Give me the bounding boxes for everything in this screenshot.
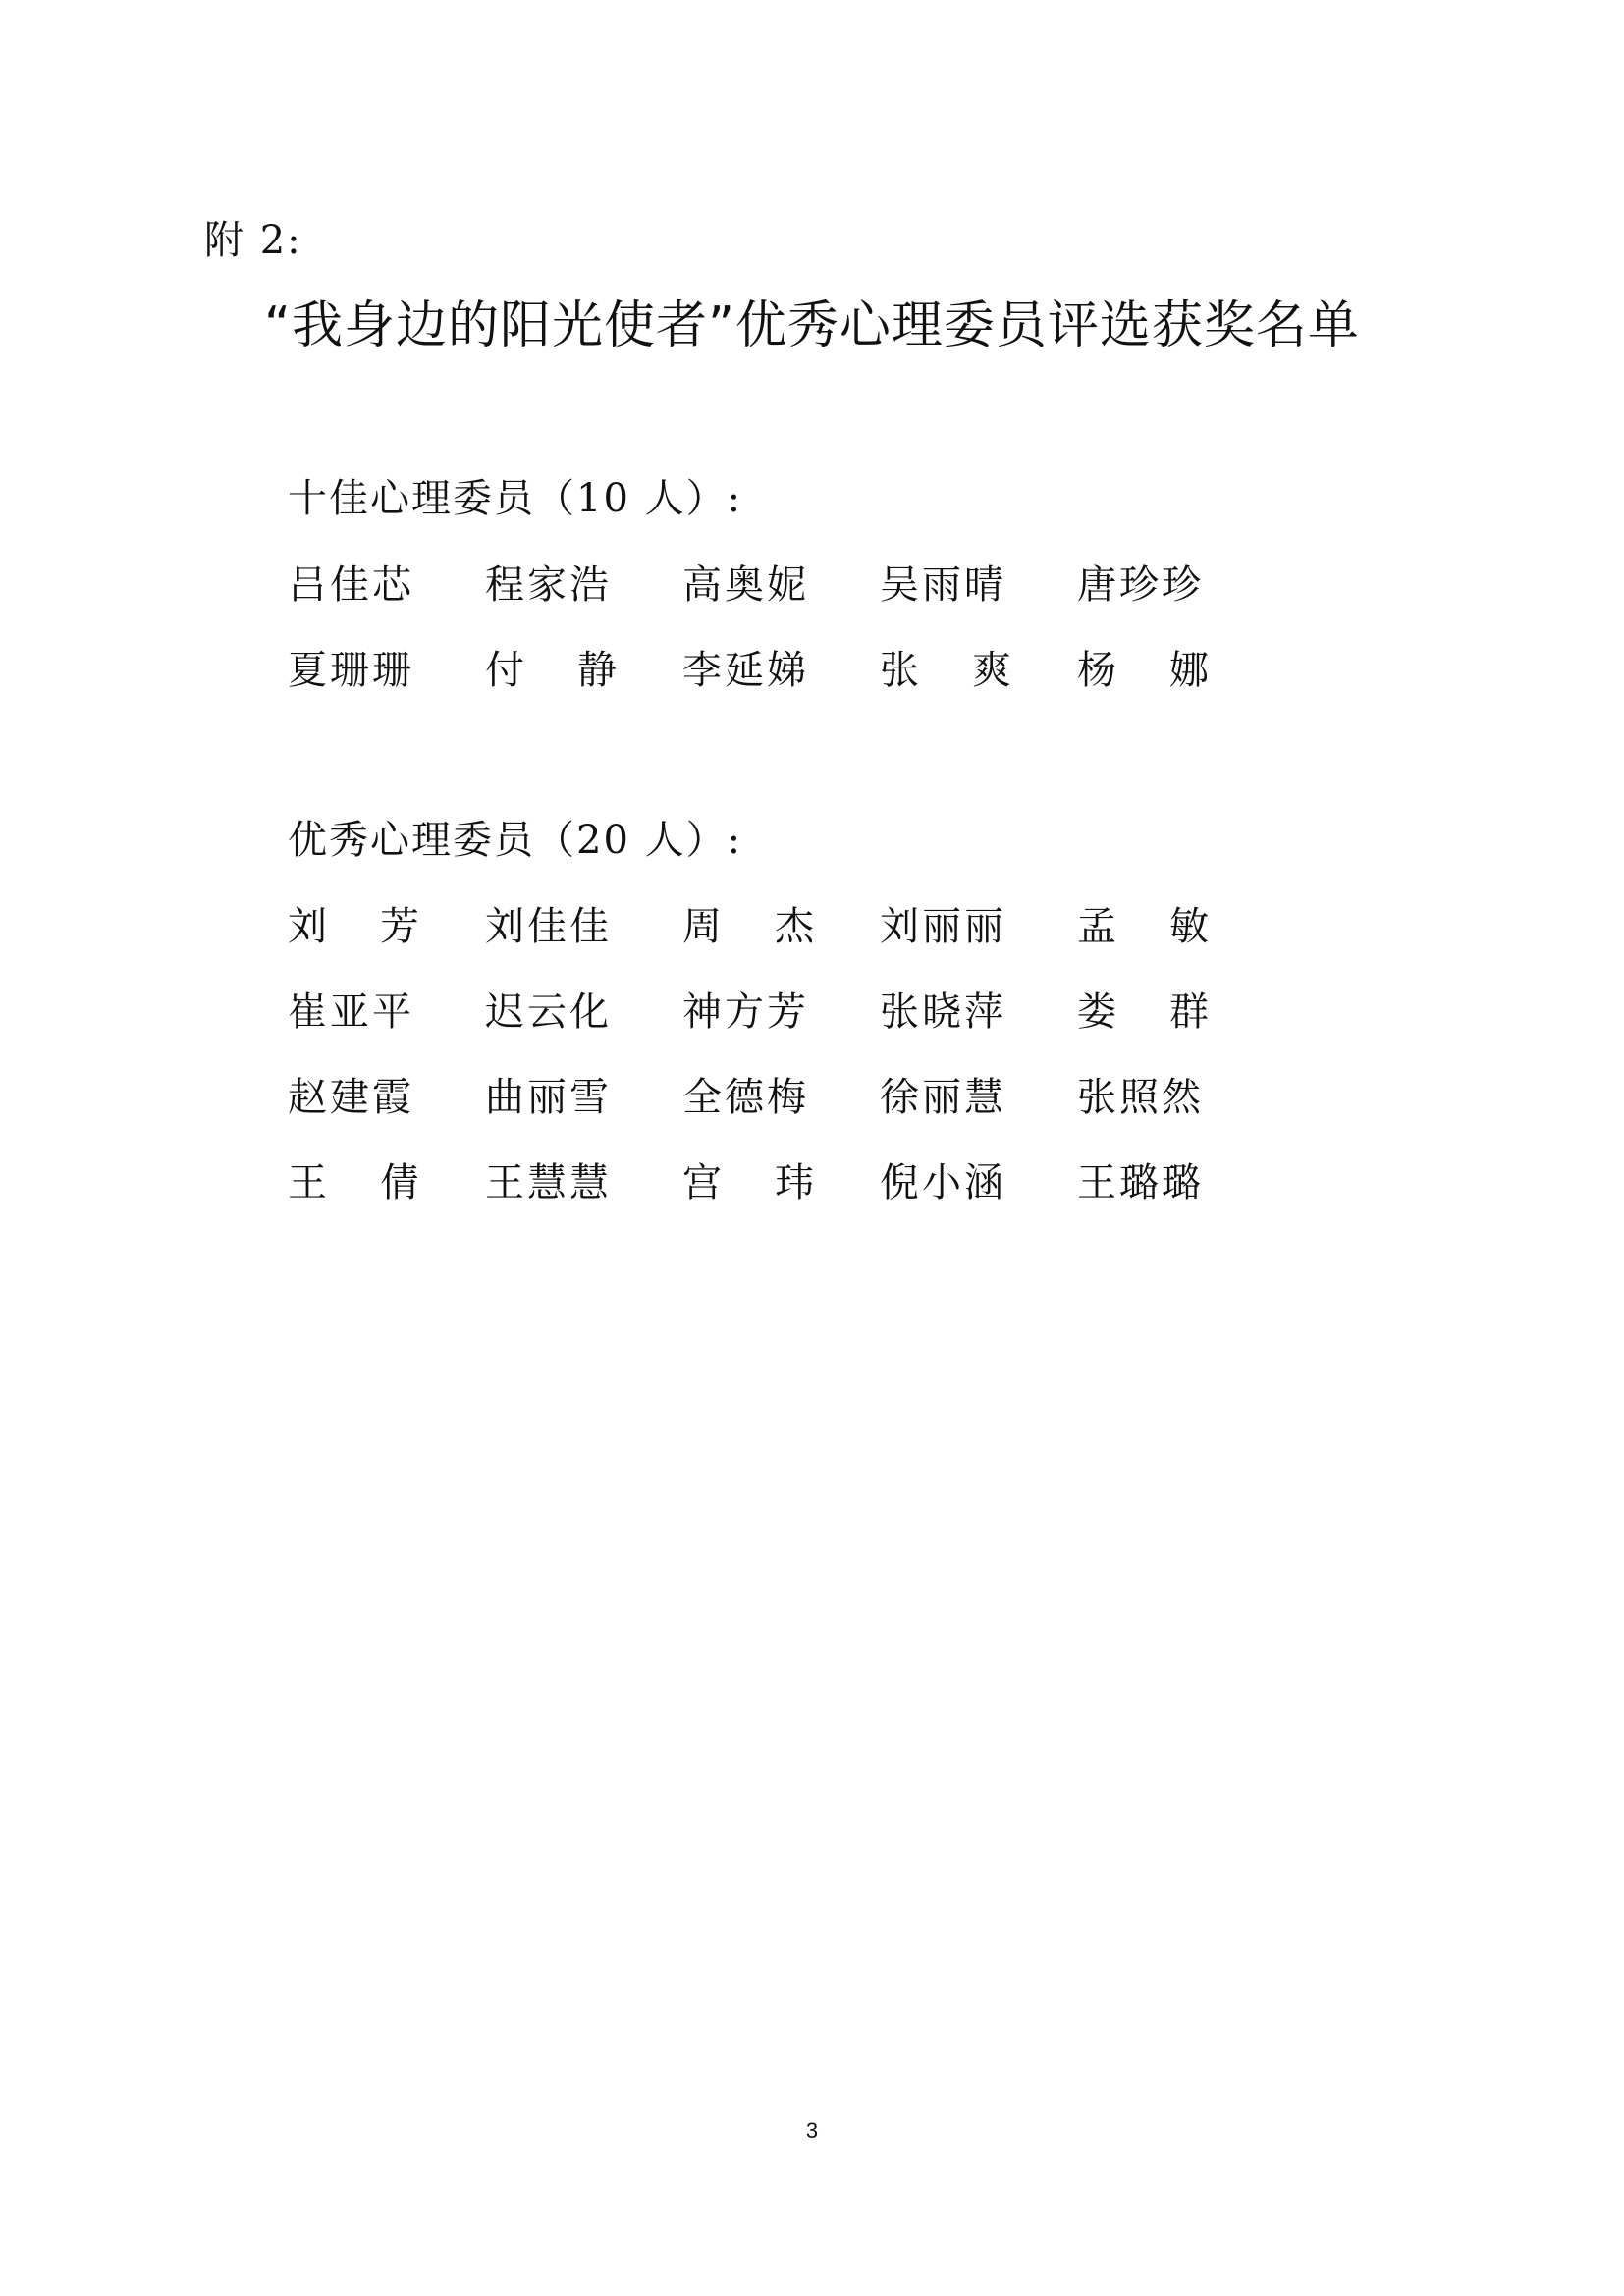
awardee-name: 曲丽雪 <box>485 1075 612 1120</box>
awardee-name: 迟云化 <box>485 989 612 1035</box>
awardee-name: 唐珍珍 <box>1077 562 1204 608</box>
awardee-name: 张 爽 <box>880 648 1011 693</box>
section-heading: 优秀心理委员（20 人）: <box>288 818 743 863</box>
name-list <box>288 897 1274 1212</box>
awardee-name: 刘丽丽 <box>880 904 1006 949</box>
awardee-name: 吴雨晴 <box>880 562 1006 608</box>
section-heading: 十佳心理委员（10 人）: <box>288 476 743 521</box>
awardee-name: 李延娣 <box>682 648 809 693</box>
awardee-name: 周 杰 <box>682 904 814 949</box>
name-row <box>288 1068 1274 1127</box>
name-row <box>288 897 1274 956</box>
name-list <box>288 556 1274 700</box>
document-title: “我身边的阳光使者”优秀心理委员评选获奖名单 <box>264 296 1360 355</box>
awardee-name: 杨 娜 <box>1077 648 1209 693</box>
name-row <box>288 556 1274 614</box>
name-row <box>288 1153 1274 1212</box>
awardee-name: 倪小涵 <box>880 1160 1006 1205</box>
page-number: 3 <box>805 2118 819 2143</box>
attachment-label: 附 2: <box>204 218 302 263</box>
awardee-name: 刘 芳 <box>288 904 419 949</box>
awardee-name: 付 静 <box>485 648 617 693</box>
awardee-name: 宫 玮 <box>682 1160 814 1205</box>
name-row <box>288 641 1274 700</box>
section-top-ten <box>288 469 1274 700</box>
awardee-name: 神方芳 <box>682 989 809 1035</box>
awardee-name: 赵建霞 <box>288 1075 414 1120</box>
awardee-name: 孟 敏 <box>1077 904 1209 949</box>
awardee-name: 张晓萍 <box>880 989 1006 1035</box>
awardee-name: 徐丽慧 <box>880 1075 1006 1120</box>
awardee-name: 吕佳芯 <box>288 562 414 608</box>
awardee-name: 王 倩 <box>288 1160 419 1205</box>
awardee-name: 刘佳佳 <box>485 904 612 949</box>
name-row <box>288 983 1274 1041</box>
awardee-name: 王璐璐 <box>1077 1160 1204 1205</box>
section-excellent <box>288 811 1274 1212</box>
awardee-name: 程家浩 <box>485 562 612 608</box>
awardee-name: 崔亚平 <box>288 989 414 1035</box>
awardee-name: 全德梅 <box>682 1075 809 1120</box>
awardee-name: 王慧慧 <box>485 1160 612 1205</box>
awardee-name: 夏珊珊 <box>288 648 414 693</box>
awardee-name: 高奥妮 <box>682 562 809 608</box>
awardee-name: 娄 群 <box>1077 989 1209 1035</box>
awardee-name: 张照然 <box>1077 1075 1204 1120</box>
